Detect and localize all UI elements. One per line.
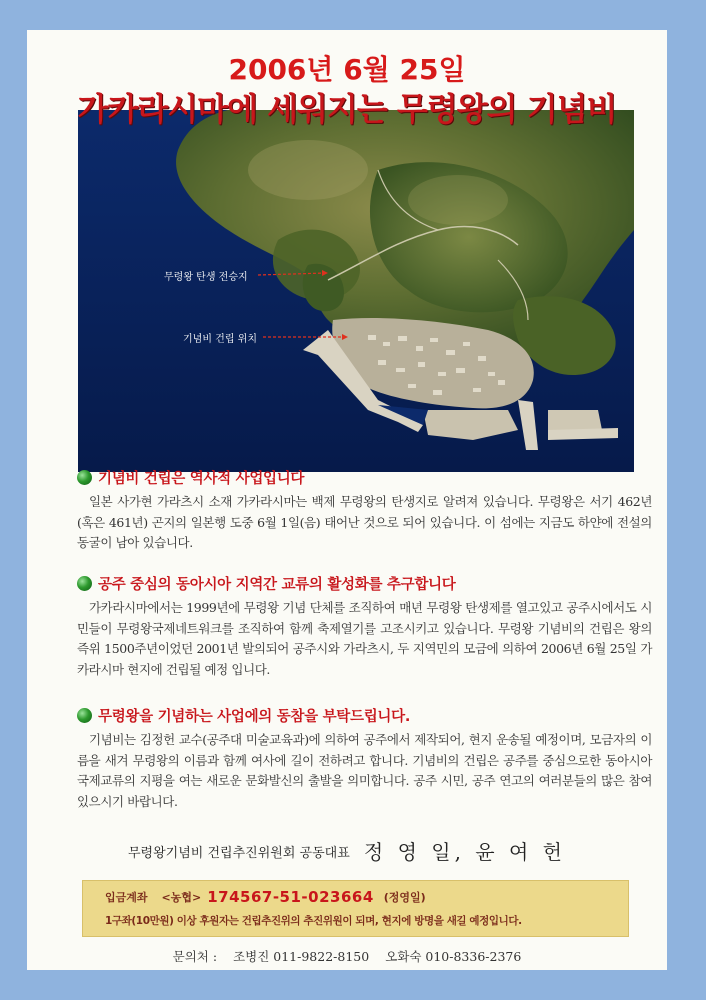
account-holder: (정영일) [383, 891, 426, 904]
bank-name: <농협> [161, 891, 202, 904]
section-title: 기념비 건립은 역사적 사업입니다 [98, 470, 305, 487]
contact-person-1: 조병진 011-9822-8150 [233, 949, 370, 964]
section-body: 기념비는 김정헌 교수(공주대 미술교육과)에 의하여 공주에서 제작되어, 현지 운송될 예정이며, 모금자의 이름을 새겨 무령왕의 이름과 함께 여사에 길이 전하려고 합니다. 기념비의 건립은 공주를 중심으로한 동아시아 국제교류의 지평을 여는 새로운 문화발신의 출발을 의미합니다. 공주 시민, 공주 연고의 여러분들의 많은 참여 있으시기 바랍니다. [77, 732, 652, 809]
aerial-island-photo [78, 110, 634, 472]
account-number: 174567-51-023664 [207, 888, 374, 906]
island-illustration [78, 110, 634, 472]
contact-label: 문의처 : [172, 949, 218, 964]
green-bullet-icon [77, 708, 92, 723]
committee-name: 무령왕기념비 건립추진위원회 공동대표 [128, 846, 350, 861]
poster-page [27, 30, 667, 970]
section-participation [77, 704, 657, 812]
account-box [82, 880, 629, 937]
representative-names: 정 영 일, 윤 여 헌 [363, 840, 566, 864]
section-body: 가카라시마에서는 1999년에 무령왕 기념 단체를 조직하여 매년 무령왕 탄생제를 열고있고 공주시에서도 시민들이 무령왕국제네트워크를 조직하여 함께 축제열기를 고조시키고 있습니다. 무령왕 기념비의 건립은 왕의 즉위 1500주년이었던 2001년 발의되어 공주시와 가라츠시, 두 지역민의 모금에 의하여 2006년 6월 25일 가카라시마 현지에 건립될 예정 입니다. [77, 600, 652, 677]
section-body: 일본 사가현 가라츠시 소재 가카라시마는 백제 무령왕의 탄생지로 알려져 있습니다. 무령왕은 서기 462년(혹은 461년) 곤지의 일본행 도중 6월 1일(음) 태어난 것으로 되어 있습니다. 이 섬에는 지금도 하얀에 전설의 동굴이 남아 있습니다. [77, 494, 652, 550]
event-date: 2006년 6월 25일 [228, 53, 466, 86]
signature-line [27, 836, 667, 865]
section-historic-project [77, 466, 657, 554]
section-title: 무령왕을 기념하는 사업에의 동참을 부탁드립니다. [98, 708, 411, 725]
green-bullet-icon [77, 576, 92, 591]
contact-person-2: 오화숙 010-8336-2376 [385, 949, 522, 964]
monument-site-label: 기념비 건립 위치 [183, 334, 257, 345]
account-label: 입금계좌 [105, 891, 148, 904]
birthplace-label: 무령왕 탄생 전승지 [164, 272, 248, 283]
poster-title: 가카라시마에 세워지는 무령왕의 기념비 [77, 90, 617, 128]
section-title: 공주 중심의 동아시아 지역간 교류의 활성화를 추구합니다 [98, 576, 456, 593]
contact-line [27, 947, 667, 965]
green-bullet-icon [77, 470, 92, 485]
sponsor-note: 1구좌(10만원) 이상 후원자는 건립추진위의 추진위원이 되며, 현지에 방명을 새길 예정입니다. [105, 915, 522, 927]
section-exchange [77, 572, 657, 680]
